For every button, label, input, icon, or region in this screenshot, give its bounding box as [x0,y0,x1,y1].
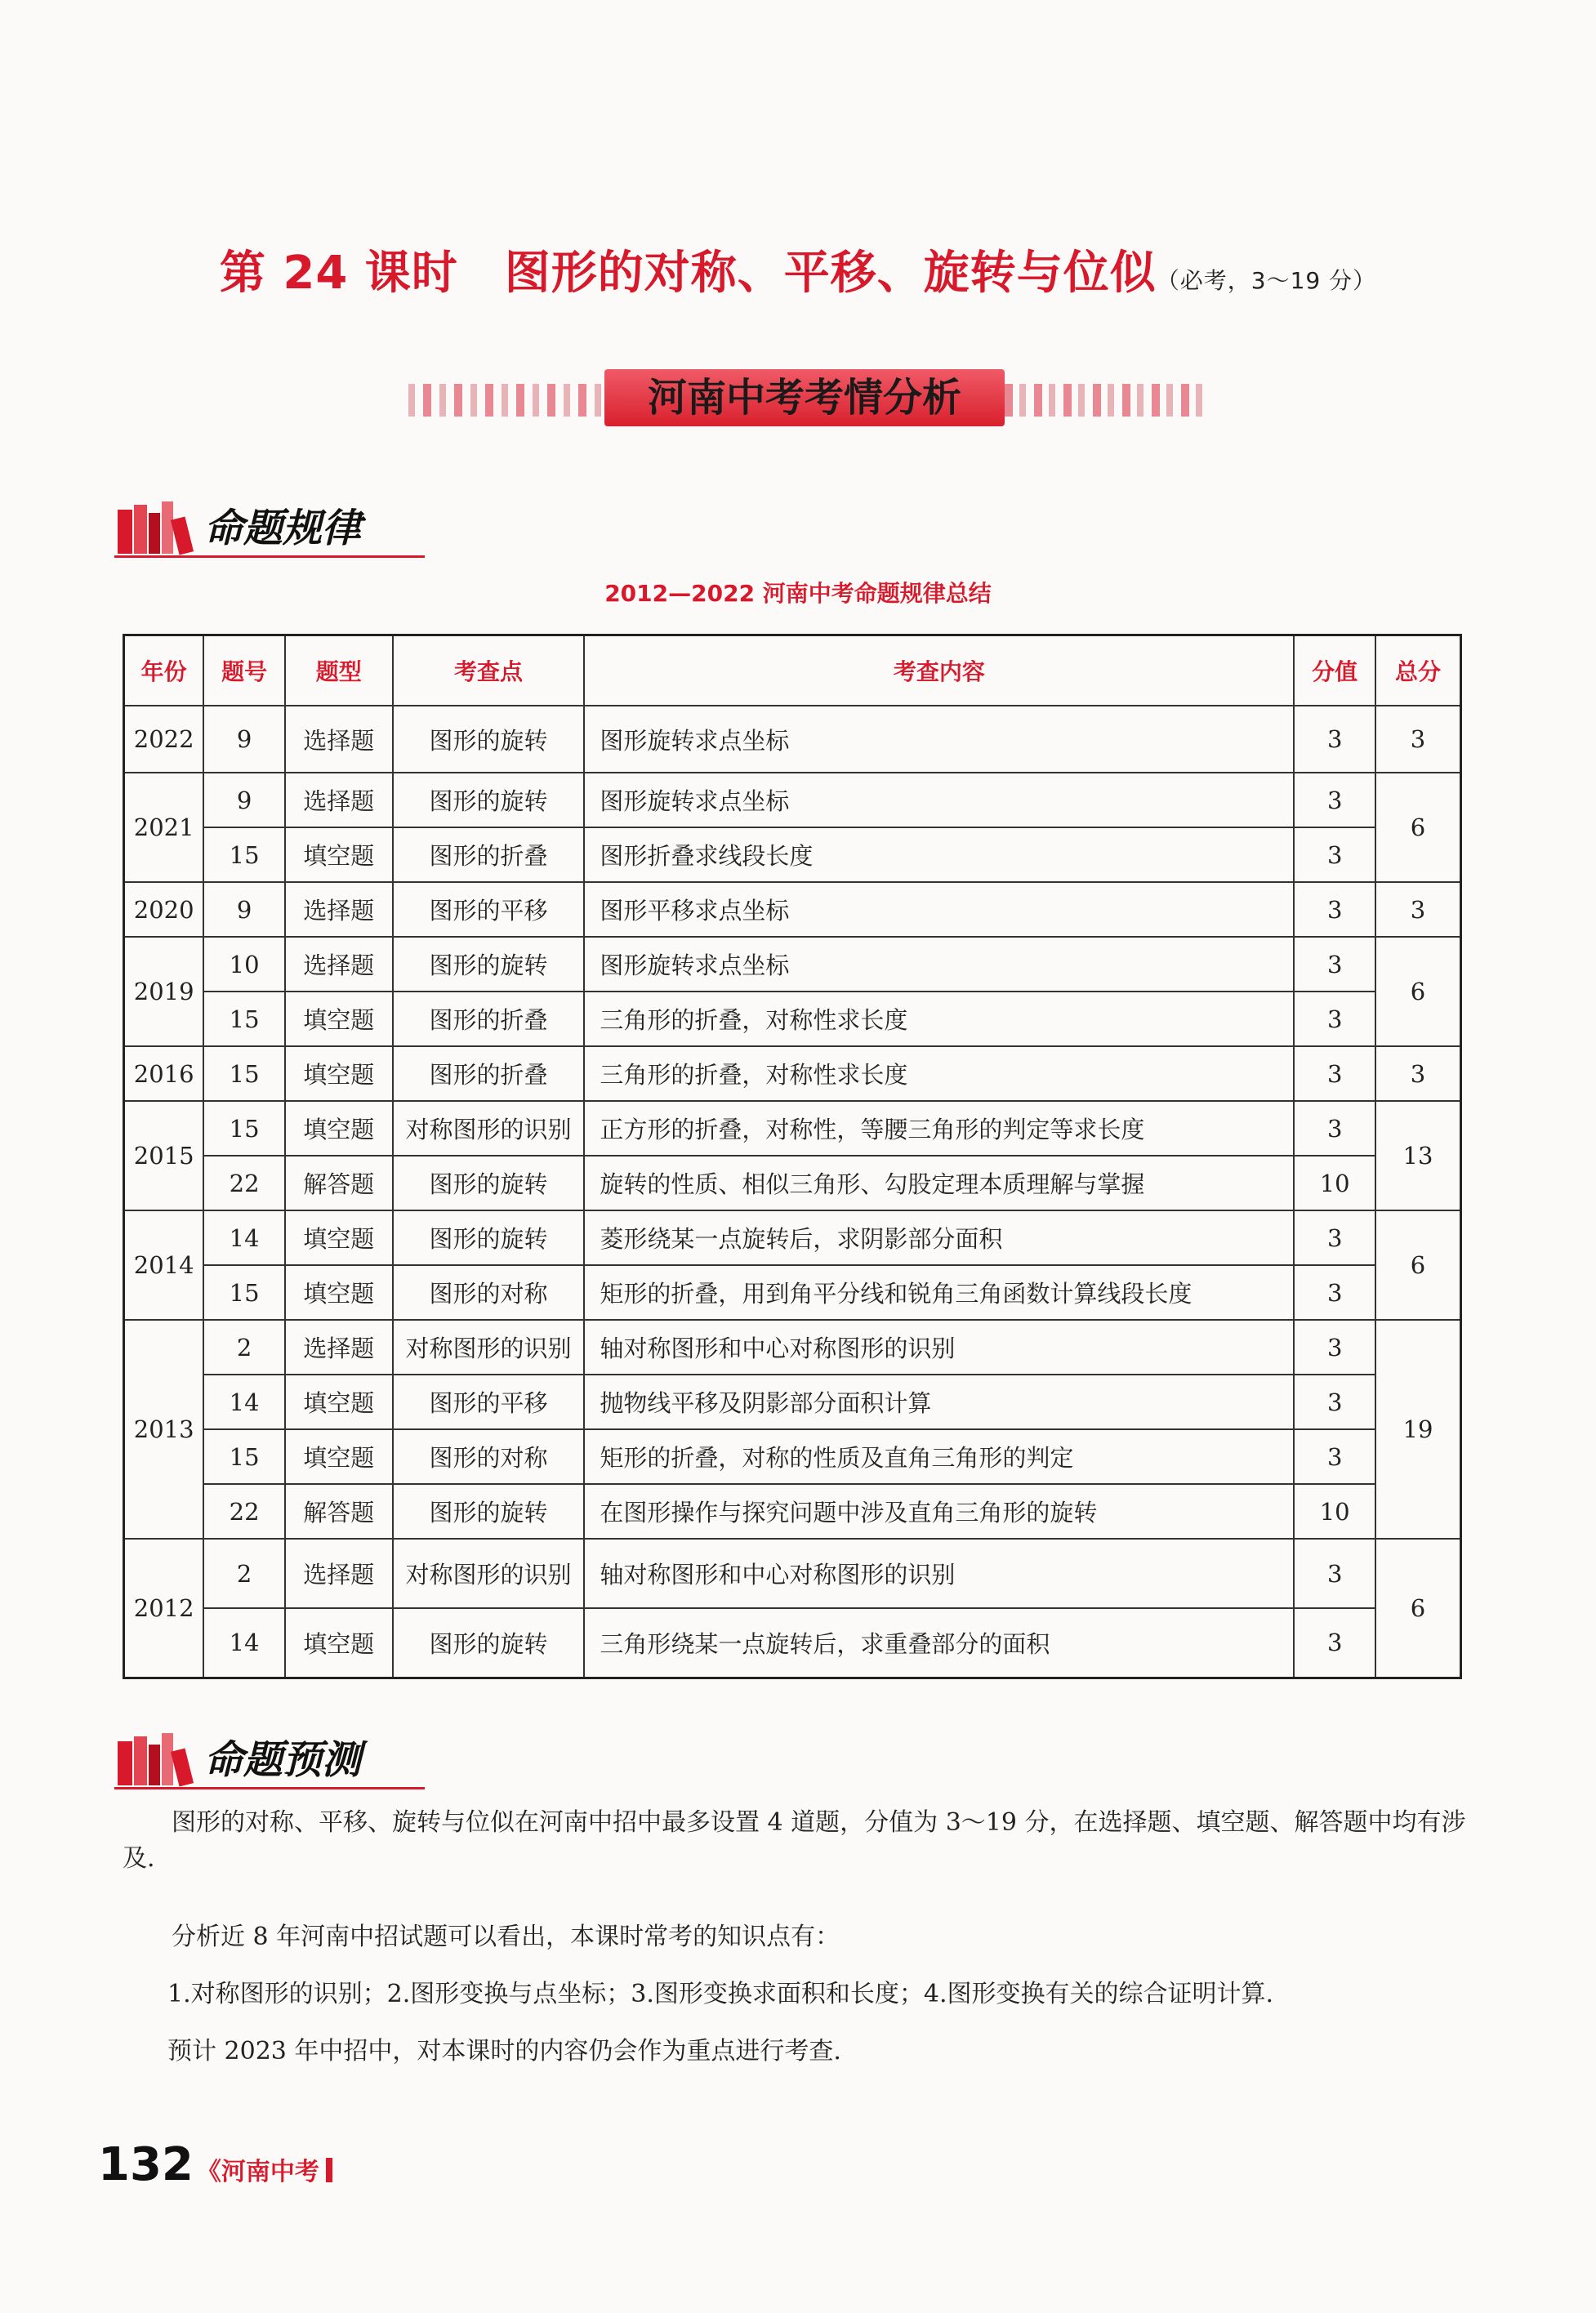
table-row [124,1210,1461,1265]
score-cell: 3 [1294,1608,1375,1678]
col-year: 年份 [124,635,204,706]
content-cell: 图形折叠求线段长度 [584,827,1294,882]
content-cell: 在图形操作与探究问题中涉及直角三角形的旋转 [584,1484,1294,1539]
point-cell: 图形的折叠 [393,1046,585,1101]
num-cell: 14 [203,1608,285,1678]
score-cell: 3 [1294,1429,1375,1484]
num-cell: 9 [203,706,285,773]
lesson-subtitle: （必考，3～19 分） [1156,267,1377,294]
type-cell: 填空题 [285,1046,393,1101]
table-row [124,1608,1461,1678]
type-cell: 填空题 [285,1608,393,1678]
score-cell: 3 [1294,773,1375,827]
point-cell: 图形的对称 [393,1429,585,1484]
forecast-paragraph-4: 预计 2023 年中招中，对本课时的内容仍会作为重点进行考查. [167,2037,841,2066]
table-row [124,1429,1461,1484]
type-cell: 选择题 [285,773,393,827]
num-cell: 15 [203,1101,285,1156]
num-cell: 14 [203,1375,285,1429]
content-cell: 三角形的折叠，对称性求长度 [584,992,1294,1046]
score-cell: 3 [1294,1046,1375,1101]
point-cell: 对称图形的识别 [393,1101,585,1156]
table-row [124,1539,1461,1608]
section-forecast-heading [114,1722,441,1795]
year-cell: 2022 [124,706,204,773]
year-cell: 2014 [124,1210,204,1320]
point-cell: 图形的旋转 [393,773,585,827]
table-row [124,1320,1461,1375]
content-cell: 图形旋转求点坐标 [584,773,1294,827]
section-rules-underline [114,555,425,558]
score-cell: 3 [1294,1101,1375,1156]
type-cell: 选择题 [285,1539,393,1608]
table-row [124,882,1461,937]
content-cell: 图形平移求点坐标 [584,882,1294,937]
col-type: 题型 [285,635,393,706]
col-score: 分值 [1294,635,1375,706]
point-cell: 图形的旋转 [393,937,585,992]
num-cell: 9 [203,882,285,937]
total-cell: 13 [1375,1101,1461,1210]
year-cell: 2020 [124,882,204,937]
point-cell: 图形的对称 [393,1265,585,1320]
section-rules-label: 命题规律 [204,506,362,551]
type-cell: 填空题 [285,992,393,1046]
point-cell: 图形的平移 [393,882,585,937]
type-cell: 选择题 [285,1320,393,1375]
score-cell: 3 [1294,1265,1375,1320]
content-cell: 旋转的性质、相似三角形、勾股定理本质理解与掌握 [584,1156,1294,1210]
num-cell: 15 [203,827,285,882]
num-cell: 22 [203,1484,285,1539]
total-cell: 6 [1375,1210,1461,1320]
page-number: 132 [98,2138,194,2191]
table-row [124,1156,1461,1210]
footer-bar [326,2158,332,2182]
point-cell: 对称图形的识别 [393,1320,585,1375]
col-num: 题号 [203,635,285,706]
type-cell: 填空题 [285,1375,393,1429]
table-row [124,1265,1461,1320]
content-cell: 图形旋转求点坐标 [584,706,1294,773]
content-cell: 三角形的折叠，对称性求长度 [584,1046,1294,1101]
point-cell: 图形的旋转 [393,1210,585,1265]
num-cell: 15 [203,1046,285,1101]
num-cell: 2 [203,1539,285,1608]
table-row [124,937,1461,992]
table-header-row [124,635,1461,706]
num-cell: 2 [203,1320,285,1375]
total-cell: 3 [1375,1046,1461,1101]
table-row [124,1046,1461,1101]
year-cell: 2021 [124,773,204,882]
section-forecast-underline [114,1787,425,1789]
col-point: 考查点 [393,635,585,706]
banner-stripes-left [400,384,604,417]
type-cell: 填空题 [285,827,393,882]
content-cell: 菱形绕某一点旋转后，求阴影部分面积 [584,1210,1294,1265]
page-footer [98,2138,332,2191]
total-cell: 6 [1375,1539,1461,1678]
num-cell: 14 [203,1210,285,1265]
books-icon [114,498,196,555]
year-cell: 2019 [124,937,204,1046]
total-cell: 19 [1375,1320,1461,1539]
total-cell: 6 [1375,773,1461,882]
content-cell: 图形旋转求点坐标 [584,937,1294,992]
table-row [124,1101,1461,1156]
content-cell: 轴对称图形和中心对称图形的识别 [584,1320,1294,1375]
section-forecast-label: 命题预测 [204,1737,362,1783]
total-cell: 3 [1375,706,1461,773]
rules-table [123,634,1462,1679]
content-cell: 三角形绕某一点旋转后，求重叠部分的面积 [584,1608,1294,1678]
forecast-paragraph-3: 1.对称图形的识别；2.图形变换与点坐标；3.图形变换求面积和长度；4.图形变换有关的综合证明计算. [167,1980,1274,2008]
table-row [124,1484,1461,1539]
col-total: 总分 [1375,635,1461,706]
table-row [124,706,1461,773]
content-cell: 抛物线平移及阴影部分面积计算 [584,1375,1294,1429]
content-cell: 矩形的折叠，用到角平分线和锐角三角函数计算线段长度 [584,1265,1294,1320]
score-cell: 3 [1294,1320,1375,1375]
year-cell: 2012 [124,1539,204,1678]
content-cell: 矩形的折叠，对称的性质及直角三角形的判定 [584,1429,1294,1484]
table-row [124,992,1461,1046]
year-cell: 2016 [124,1046,204,1101]
point-cell: 图形的旋转 [393,706,585,773]
num-cell: 15 [203,1265,285,1320]
score-cell: 10 [1294,1156,1375,1210]
num-cell: 22 [203,1156,285,1210]
point-cell: 图形的折叠 [393,827,585,882]
type-cell: 填空题 [285,1210,393,1265]
num-cell: 10 [203,937,285,992]
type-cell: 填空题 [285,1429,393,1484]
score-cell: 3 [1294,827,1375,882]
type-cell: 选择题 [285,937,393,992]
section-rules-heading [114,490,441,564]
analysis-banner [400,366,1209,431]
table-caption: 2012—2022 河南中考命题规律总结 [604,580,992,607]
type-cell: 填空题 [285,1265,393,1320]
table-row [124,827,1461,882]
footer-book-name: 《河南中考 [196,2158,319,2186]
type-cell: 选择题 [285,882,393,937]
point-cell: 图形的旋转 [393,1484,585,1539]
type-cell: 解答题 [285,1156,393,1210]
year-cell: 2015 [124,1101,204,1210]
books-icon [114,1730,196,1787]
point-cell: 图形的旋转 [393,1608,585,1678]
num-cell: 15 [203,1429,285,1484]
score-cell: 3 [1294,992,1375,1046]
score-cell: 3 [1294,1375,1375,1429]
banner-stripes-right [1005,384,1209,417]
num-cell: 9 [203,773,285,827]
score-cell: 3 [1294,937,1375,992]
score-cell: 10 [1294,1484,1375,1539]
forecast-paragraph-1: 图形的对称、平移、旋转与位似在河南中招中最多设置 4 道题，分值为 3～19 分，在选择题、填空题、解答题中均有涉及. [123,1808,1466,1873]
col-content: 考查内容 [584,635,1294,706]
type-cell: 解答题 [285,1484,393,1539]
lesson-title: 第 24 课时 图形的对称、平移、旋转与位似（必考，3～19 分） [219,247,1377,300]
type-cell: 填空题 [285,1101,393,1156]
table-row [124,773,1461,827]
score-cell: 3 [1294,882,1375,937]
point-cell: 对称图形的识别 [393,1539,585,1608]
total-cell: 6 [1375,937,1461,1046]
score-cell: 3 [1294,706,1375,773]
forecast-paragraph-2: 分析近 8 年河南中招试题可以看出，本课时常考的知识点有： [172,1923,840,1951]
num-cell: 15 [203,992,285,1046]
total-cell: 3 [1375,882,1461,937]
banner-label: 河南中考考情分析 [604,369,1005,426]
score-cell: 3 [1294,1210,1375,1265]
point-cell: 图形的旋转 [393,1156,585,1210]
score-cell: 3 [1294,1539,1375,1608]
point-cell: 图形的平移 [393,1375,585,1429]
content-cell: 正方形的折叠，对称性，等腰三角形的判定等求长度 [584,1101,1294,1156]
point-cell: 图形的折叠 [393,992,585,1046]
table-row [124,1375,1461,1429]
content-cell: 轴对称图形和中心对称图形的识别 [584,1539,1294,1608]
type-cell: 选择题 [285,706,393,773]
year-cell: 2013 [124,1320,204,1539]
